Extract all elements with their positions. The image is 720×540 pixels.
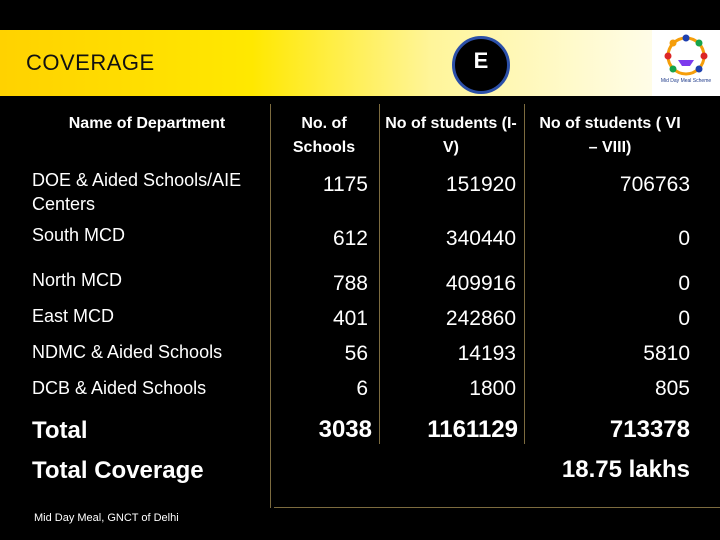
table-row-label: DOE & Aided Schools/AIE Centers bbox=[32, 170, 242, 214]
table-cell-primary: 151920 bbox=[445, 173, 516, 196]
table-cell-primary: 14193 bbox=[457, 342, 516, 365]
table-cell-schools: 401 bbox=[332, 307, 368, 330]
table-cell-primary: 1800 bbox=[469, 377, 516, 400]
table-cell-schools: 788 bbox=[332, 272, 368, 295]
footer-credit: Mid Day Meal, GNCT of Delhi bbox=[34, 512, 179, 524]
logo-caption: Mid Day Meal Scheme bbox=[660, 78, 712, 84]
total-label: Total bbox=[32, 417, 88, 444]
table-cell-schools: 612 bbox=[332, 227, 368, 250]
table-cell-upper: 706763 bbox=[619, 173, 690, 196]
table-bottom-border bbox=[274, 507, 720, 508]
slide-title: COVERAGE bbox=[26, 50, 155, 75]
table-cell-primary: 242860 bbox=[445, 307, 516, 330]
table-cell-schools: 1175 bbox=[322, 173, 368, 196]
mid-day-meal-logo bbox=[652, 30, 720, 96]
table-cell-schools: 6 bbox=[356, 377, 368, 400]
column-header-students-primary: No of students (I- V) bbox=[385, 115, 517, 156]
total-primary: 1161129 bbox=[427, 416, 518, 443]
table-cell-schools: 56 bbox=[344, 342, 368, 365]
table-row-label: South MCD bbox=[32, 225, 126, 245]
table-cell-upper: 5810 bbox=[643, 342, 690, 365]
column-divider bbox=[270, 104, 271, 508]
column-header-schools: No. of Schools bbox=[292, 115, 356, 156]
total-coverage-label: Total Coverage bbox=[32, 457, 204, 484]
total-schools: 3038 bbox=[318, 416, 372, 443]
column-divider bbox=[524, 104, 525, 444]
section-badge-letter: E bbox=[473, 48, 489, 73]
table-row-label: DCB & Aided Schools bbox=[32, 378, 207, 398]
table-cell-primary: 340440 bbox=[445, 227, 516, 250]
table-row-label: North MCD bbox=[32, 270, 123, 290]
logo-emblem-icon bbox=[652, 30, 720, 96]
table-cell-upper: 0 bbox=[678, 227, 690, 250]
column-header-department: Name of Department bbox=[68, 115, 226, 132]
table-cell-upper: 0 bbox=[678, 272, 690, 295]
table-row-label: NDMC & Aided Schools bbox=[32, 342, 223, 362]
table-row-label: East MCD bbox=[32, 306, 115, 326]
table-cell-upper: 805 bbox=[654, 377, 690, 400]
column-divider bbox=[379, 104, 380, 444]
total-coverage-value: 18.75 lakhs bbox=[561, 456, 690, 483]
table-cell-primary: 409916 bbox=[445, 272, 516, 295]
table-cell-upper: 0 bbox=[678, 307, 690, 330]
total-upper: 713378 bbox=[609, 416, 690, 443]
column-header-students-upper: No of students ( VI – VIII) bbox=[539, 115, 681, 156]
